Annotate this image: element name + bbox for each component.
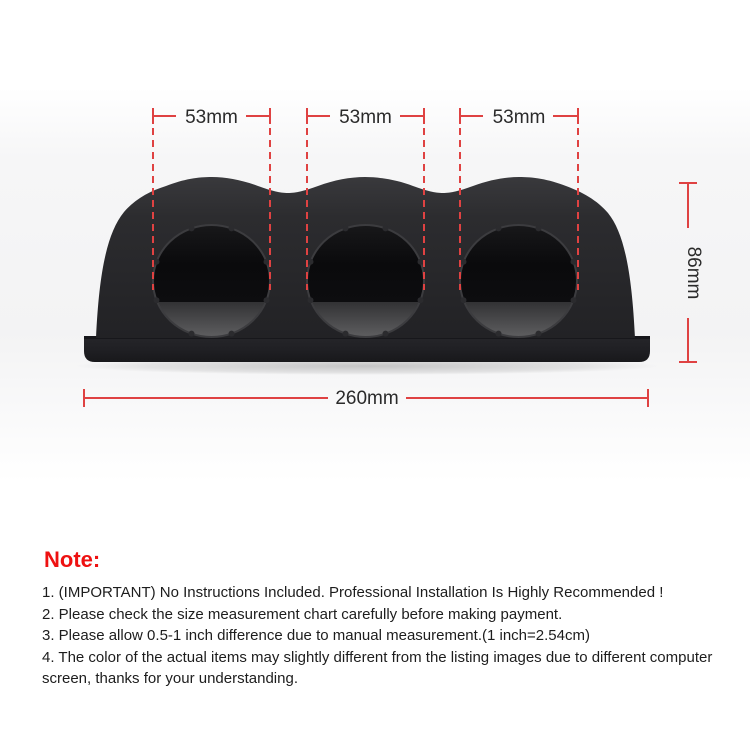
- dim-label-hole-1: 53mm: [185, 107, 238, 128]
- note-item-3: 3. Please allow 0.5-1 inch difference due to manual measurement.(1 inch=2.54cm): [42, 627, 590, 644]
- note-item-1: 1. (IMPORTANT) No Instructions Included. Professional Installation Is Highly Recommended !: [42, 584, 664, 601]
- note-heading: Note:: [44, 547, 101, 572]
- pod-base-flange: [84, 336, 650, 362]
- note-item-2: 2. Please check the size measurement chart carefully before making payment.: [42, 605, 563, 623]
- dim-label-hole-2: 53mm: [339, 107, 392, 128]
- dim-label-width: 260mm: [335, 388, 399, 409]
- dim-label-height: 86mm: [683, 246, 704, 300]
- note-section: [42, 548, 742, 690]
- note-item-4: 4. The color of the actual items may slightly different from the listing images due to different computer screen, thanks for your understanding.: [42, 648, 713, 687]
- dim-label-hole-3: 53mm: [492, 107, 546, 128]
- gauge-pod-product: [84, 177, 650, 362]
